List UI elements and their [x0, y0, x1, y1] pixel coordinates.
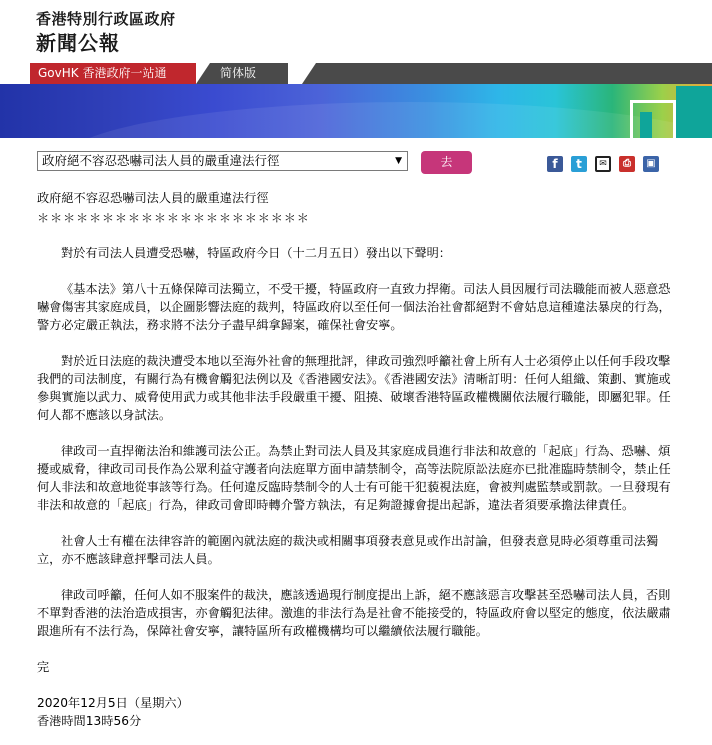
banner-block	[676, 86, 712, 138]
press-release-body	[37, 189, 682, 730]
article-title: 政府絕不容忍恐嚇司法人員的嚴重違法行徑	[37, 191, 269, 205]
nav-bar-edge	[302, 63, 316, 84]
title-divider: ＊＊＊＊＊＊＊＊＊＊＊＊＊＊＊＊＊＊＊＊＊	[37, 211, 310, 225]
section-title: 新聞公報	[36, 31, 120, 55]
top-nav-bar	[0, 63, 712, 84]
nav-bar-fill	[302, 63, 712, 84]
banner-block-small	[640, 112, 652, 138]
facebook-icon[interactable]: f	[547, 156, 563, 172]
release-date: 2020年12月5日（星期六）	[37, 696, 189, 710]
article-end-mark: 完	[37, 660, 50, 674]
article-paragraph-5: 社會人士有權在法律容許的範圍內就法庭的裁決或相關事項發表意見或作出討論，但發表意見時必須尊重司法獨立，亦不應該肆意抨擊司法人員。	[37, 534, 659, 566]
press-release-select[interactable]	[37, 151, 408, 171]
chevron-down-icon: ▼	[395, 156, 402, 166]
twitter-icon[interactable]: t	[571, 156, 587, 172]
press-release-select-value: 政府絕不容忍恐嚇司法人員的嚴重違法行徑	[42, 153, 280, 168]
article-paragraph-6: 律政司呼籲，任何人如不服案件的裁決，應該透過現行制度提出上訴，絕不應該惡言攻擊甚至恐嚇司法人員，否則不單對香港的法治造成損害，亦會觸犯法律。激進的非法行為是社會不能接受的，特區政府會以堅定的態度，依法嚴肅跟進所有不法行為，保障社會安寧，讓特區所有政權機構均可以繼續依法履行職能。	[37, 588, 671, 638]
simplified-chinese-link[interactable]: 简体版	[196, 63, 288, 84]
banner-sweep	[60, 102, 712, 138]
email-icon[interactable]: ✉	[595, 156, 611, 172]
government-name: 香港特別行政區政府	[36, 10, 176, 28]
simplified-tab-edge	[196, 63, 210, 84]
article-paragraph-1: 對於有司法人員遭受恐嚇，特區政府今日（十二月五日）發出以下聲明：	[61, 246, 451, 260]
banner-frame	[630, 100, 676, 138]
govhk-link[interactable]: GovHK 香港政府一站通	[30, 63, 196, 84]
article-paragraph-3: 對於近日法庭的裁決遭受本地以至海外社會的無理批評，律政司強烈呼籲社會上所有人士必須停止以任何手段攻擊我們的司法制度，有關行為有機會觸犯法例以及《香港國安法》。《香港國安法》清晰訂明：任何人組織、策劃、實施或參與實施以武力、威脅使用武力或其他非法手段嚴重干擾、阻撓、破壞香港特區政權機關依法履行職能，即屬犯罪。任何人都不應該以身試法。	[37, 354, 671, 422]
save-icon[interactable]: ▣	[643, 156, 659, 172]
go-button[interactable]: 去	[421, 151, 472, 174]
release-time: 香港時間13時56分	[37, 714, 142, 728]
article-paragraph-2: 《基本法》第八十五條保障司法獨立，不受干擾，特區政府一直致力捍衛。司法人員因履行司法職能而被人惡意恐嚇會傷害其家庭成員，以企圖影響法庭的裁判，特區政府以至任何一個法治社會都絕對不會姑息這種違法暴戾的行為，警方必定嚴正執法，務求將不法分子盡早緝拿歸案，確保社會安寧。	[37, 282, 671, 332]
article-paragraph-4: 律政司一直捍衛法治和維護司法公正。為禁止對司法人員及其家庭成員進行非法和故意的「起底」行為、恐嚇、煩擾或威脅，律政司司長作為公眾利益守護者向法庭單方面申請禁制令，高等法院原訟法庭亦已批准臨時禁制令，禁止任何人非法和故意地從事該等行為。任何違反臨時禁制令的人士有可能干犯藐視法庭，會被判處監禁或罰款。一旦發現有非法和故意的「起底」行為，律政司會即時轉介警方執法，有足夠證據會提出起訴，違法者須要承擔法律責任。	[37, 444, 671, 512]
header-banner	[0, 84, 712, 138]
print-icon[interactable]: ⎙	[619, 156, 635, 172]
